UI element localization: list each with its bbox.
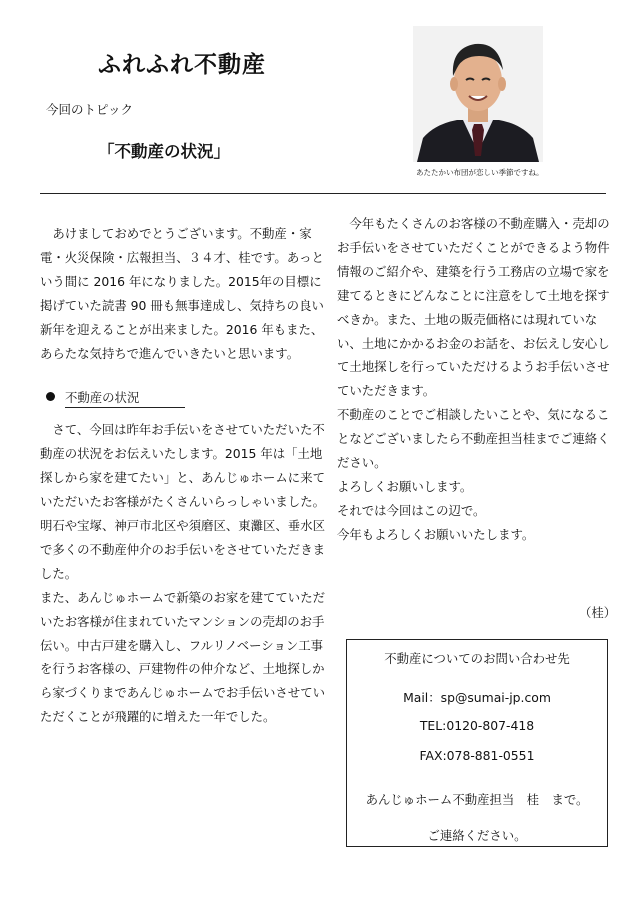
- staff-photo: [413, 26, 543, 162]
- body-paragraph: 不動産のことでご相談したいことや、気になることなどございましたら不動産担当桂までご連絡ください。: [337, 407, 610, 471]
- bullet-icon: [46, 392, 55, 401]
- contact-title: 不動産についてのお問い合わせ先: [384, 651, 570, 666]
- body-paragraph: 今年もたくさんのお客様の不動産購入・売却のお手伝いをさせていただくことができるよう物件情報のご紹介や、建築を行う工務店の立場で家を建てるときにどんなことに注意をして土地を探すべきか。また、土地の販売価格には現れていない、土地にかかるお金のお話を、お伝えし安心して土地探しを行っていただけるようお手伝いさせていただきます。: [337, 216, 610, 399]
- body-paragraph: それでは今回はこの辺で。: [337, 502, 486, 518]
- newsletter-title: ふれふれ不動産: [98, 52, 266, 78]
- photo-caption: あたたかい布団が恋しい季節ですね。: [416, 168, 544, 177]
- contact-tel: TEL:0120-807-418: [419, 718, 535, 733]
- section-heading-text: 不動産の状況: [65, 390, 185, 408]
- section-heading: [40, 386, 326, 410]
- contact-closing: ご連絡ください。: [427, 828, 527, 843]
- topic-label: 今回のトピック: [46, 102, 134, 117]
- intro-paragraph: あけましておめでとうございます。不動産・家電・火災保険・広報担当、３４才、桂です。あっという間に 2016 年になりました。2015年の目標に掲げていた読書 90 冊も無事達成し、気持ちの良い新年を迎えることが出来ました。2016 年もまた、あらたな気持ちで進んでいきたいと思います。: [40, 226, 324, 361]
- contact-person: あんじゅホーム不動産担当 桂 まで。: [365, 792, 589, 807]
- contact-fax: FAX:078-881-0551: [419, 748, 535, 763]
- body-paragraph: よろしくお願いします。: [337, 478, 473, 494]
- contact-email: Mail：sp@sumai-jp.com: [403, 690, 551, 705]
- signature: （桂）: [579, 605, 617, 620]
- header-divider: [40, 193, 606, 194]
- body-paragraph: 今年もよろしくお願いいたします。: [337, 526, 535, 542]
- right-column: [337, 212, 619, 547]
- left-column: [40, 222, 326, 729]
- topic-heading: 「不動産の状況」: [98, 142, 230, 161]
- contact-box: [346, 639, 608, 847]
- body-paragraph: また、あんじゅホームで新築のお家を建てていただいたお客様が住まれていたマンションの売却のお手伝い。中古戸建を購入し、フルリノベーション工事を行うお客様の、戸建物件の仲介など、土地探しから家づくりまであんじゅホームでお手伝いさせていただくことが飛躍的に増えた一年でした。: [40, 589, 325, 725]
- body-paragraph: さて、今回は昨年お手伝いをさせていただいた不動産の状況をお伝えいたします。2015 年は「土地探しから家を建てたい」と、あんじゅホームに来ていただいたお客様がたくさんいらっしゃいました。明石や宝塚、神戸市北区や須磨区、東灘区、垂水区で多くの不動産仲介のお手伝いをさせていただきました。: [40, 422, 325, 581]
